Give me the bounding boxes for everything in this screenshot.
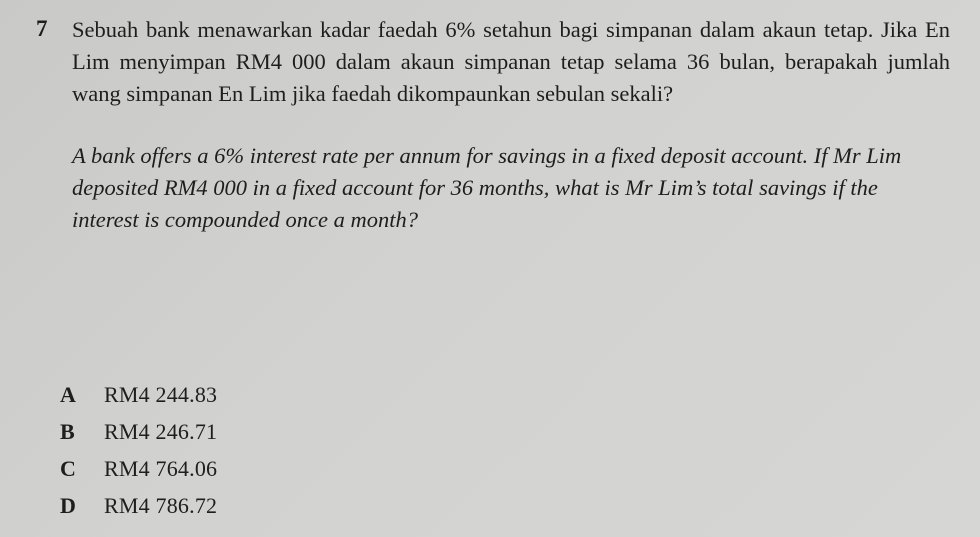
option-d bbox=[60, 493, 217, 530]
option-letter: B bbox=[60, 419, 75, 444]
option-letter: D bbox=[60, 493, 76, 518]
option-letter: C bbox=[60, 456, 76, 481]
option-letter: A bbox=[60, 382, 76, 407]
option-text: RM4 246.71 bbox=[104, 419, 218, 444]
answer-options bbox=[60, 382, 217, 530]
option-b bbox=[60, 419, 217, 456]
option-c bbox=[60, 456, 217, 493]
question-number: 7 bbox=[36, 16, 48, 41]
option-a bbox=[60, 382, 217, 419]
option-text: RM4 786.72 bbox=[104, 493, 218, 518]
option-text: RM4 244.83 bbox=[104, 382, 218, 407]
option-text: RM4 764.06 bbox=[104, 456, 218, 481]
question-text-english: A bank offers a 6% interest rate per annum for savings in a fixed deposit account. If Mr Lim deposited RM4 000 in a fixed account for 36 months, what is Mr Lim’s total savings if the interest is compounded once a month? bbox=[72, 143, 902, 232]
question-text-malay: Sebuah bank menawarkan kadar faedah 6% setahun bagi simpanan dalam akaun tetap. Jika En Lim menyimpan RM4 000 dalam akaun simpanan tetap selama 36 bulan, berapakah jumlah wang simpanan En Lim jika faedah dikompaunkan sebulan sekali? bbox=[72, 17, 950, 106]
